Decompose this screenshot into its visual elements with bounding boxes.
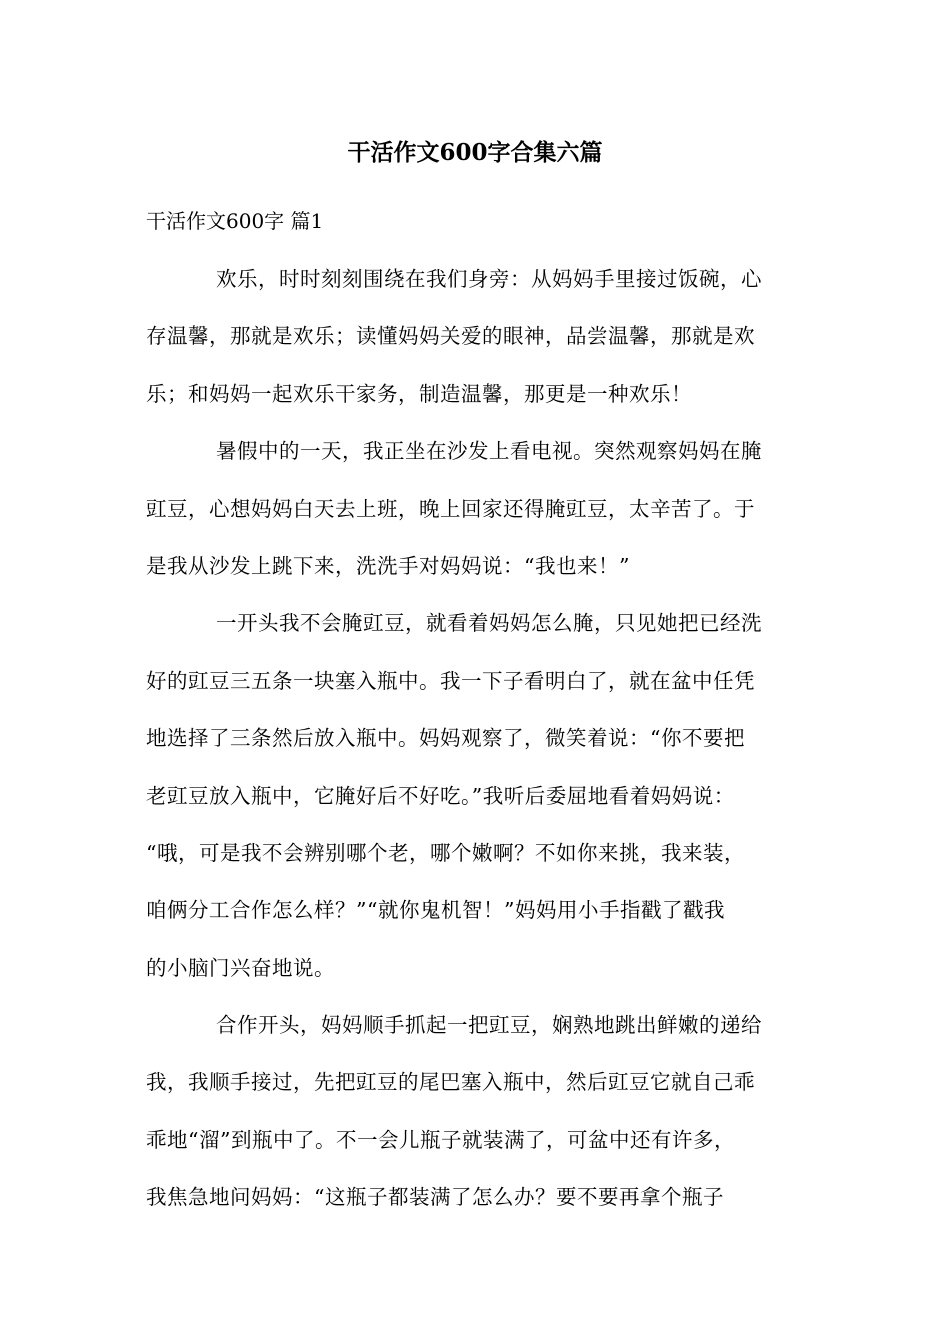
text-line: 乖地“溜”到瓶中了。不一会儿瓶子就装满了，可盆中还有许多， (146, 1127, 735, 1152)
paragraph-2 (146, 432, 810, 604)
document-title: 干活作文600字合集六篇 (347, 139, 603, 166)
text-line: 老豇豆放入瓶中，它腌好后不好吃。”我听后委屈地看着妈妈说： (146, 783, 735, 808)
text-line: 一开头我不会腌豇豆，就看着妈妈怎么腌，只见她把已经洗 (216, 611, 762, 636)
paragraph-4 (146, 1006, 810, 1236)
text-line: “哦，可是我不会辨别哪个老，哪个嫩啊？不如你来挑，我来装， (146, 840, 745, 865)
text-line: 地选择了三条然后放入瓶中。妈妈观察了，微笑着说：“你不要把 (146, 726, 745, 751)
text-line: 豇豆，心想妈妈白天去上班，晚上回家还得腌豇豆，太辛苦了。于 (146, 496, 755, 521)
paragraph-3 (146, 604, 810, 1006)
document-body (146, 260, 810, 1236)
text-line: 存温馨，那就是欢乐；读懂妈妈关爱的眼神，品尝温馨，那就是欢 (146, 324, 755, 349)
text-line: 是我从沙发上跳下来，洗洗手对妈妈说：“我也来！” (146, 553, 630, 578)
text-line: 咱俩分工合作怎么样？”“就你鬼机智！”妈妈用小手指戳了戳我 (146, 898, 725, 923)
text-line: 的小脑门兴奋地说。 (146, 955, 335, 980)
text-line: 暑假中的一天，我正坐在沙发上看电视。突然观察妈妈在腌 (216, 439, 762, 464)
section-heading: 干活作文600字 篇1 (146, 209, 324, 233)
text-line: 乐；和妈妈一起欢乐干家务，制造温馨，那更是一种欢乐！ (146, 381, 692, 406)
text-line: 我焦急地问妈妈：“这瓶子都装满了怎么办？要不要再拿个瓶子 (146, 1185, 724, 1210)
text-line: 欢乐，时时刻刻围绕在我们身旁：从妈妈手里接过饭碗，心 (216, 267, 762, 291)
paragraph-1 (146, 260, 810, 432)
text-line: 我，我顺手接过，先把豇豆的尾巴塞入瓶中，然后豇豆它就自己乖 (146, 1070, 755, 1095)
text-line: 合作开头，妈妈顺手抓起一把豇豆，娴熟地跳出鲜嫩的递给 (216, 1013, 762, 1038)
text-line: 好的豇豆三五条一块塞入瓶中。我一下子看明白了，就在盆中任凭 (146, 668, 755, 693)
